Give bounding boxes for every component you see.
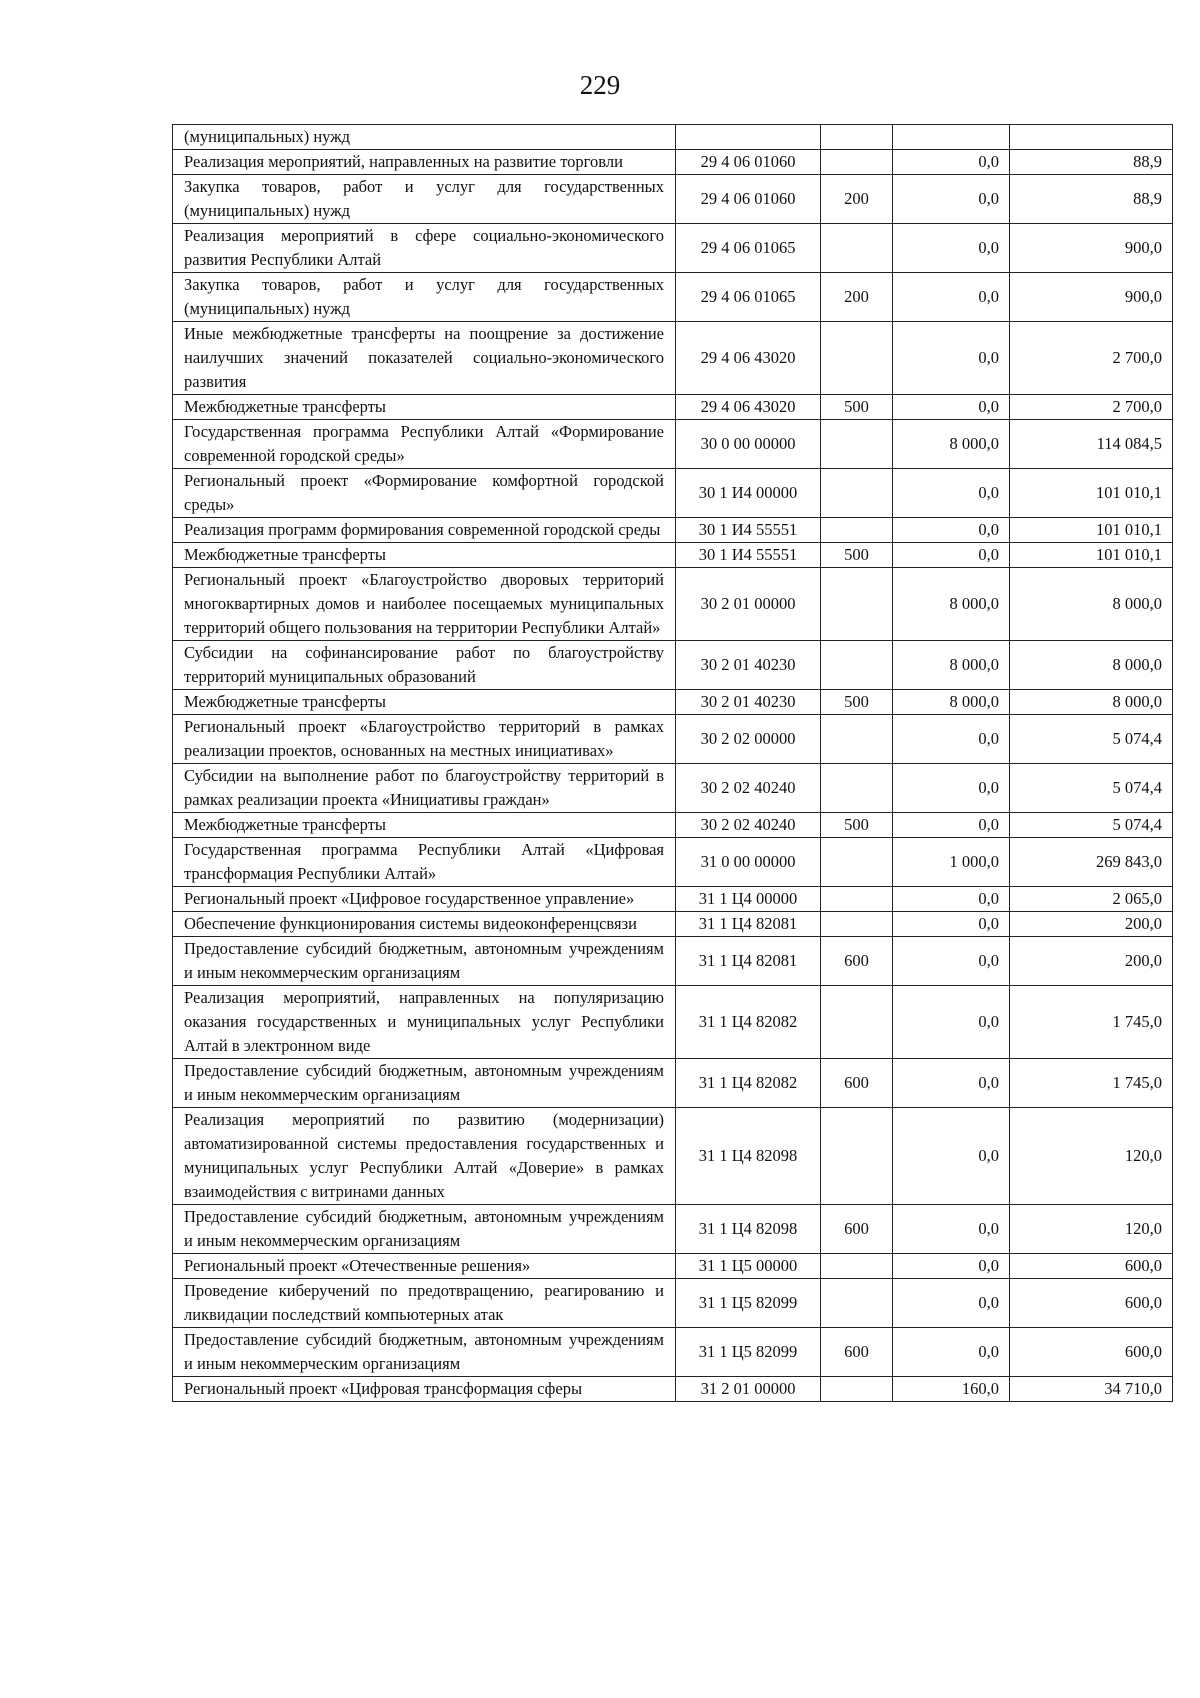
row-name-cell: Проведение киберучений по предотвращению, реагированию и ликвидации последствий компьютерных атак <box>173 1279 676 1328</box>
row-amount-2-cell: 600,0 <box>1010 1328 1173 1377</box>
row-amount-2-cell: 8 000,0 <box>1010 641 1173 690</box>
row-expense-type-cell <box>821 469 893 518</box>
row-name-cell: Региональный проект «Цифровая трансформация сферы <box>173 1377 676 1402</box>
row-amount-2-cell: 101 010,1 <box>1010 543 1173 568</box>
row-amount-2-cell: 8 000,0 <box>1010 568 1173 641</box>
row-expense-type-cell <box>821 568 893 641</box>
row-amount-2-cell: 5 074,4 <box>1010 764 1173 813</box>
row-code-cell: 30 2 02 40240 <box>676 764 821 813</box>
row-code-cell: 30 1 И4 00000 <box>676 469 821 518</box>
row-amount-1-cell: 0,0 <box>893 764 1010 813</box>
table-row <box>173 1108 1173 1205</box>
row-amount-1-cell: 0,0 <box>893 1205 1010 1254</box>
row-code-cell: 30 1 И4 55551 <box>676 543 821 568</box>
row-amount-1-cell: 0,0 <box>893 1108 1010 1205</box>
row-expense-type-cell: 600 <box>821 1328 893 1377</box>
row-expense-type-cell <box>821 764 893 813</box>
row-code-cell: 30 2 02 40240 <box>676 813 821 838</box>
row-code-cell: 30 1 И4 55551 <box>676 518 821 543</box>
row-amount-1-cell: 0,0 <box>893 887 1010 912</box>
row-amount-1-cell: 0,0 <box>893 1279 1010 1328</box>
row-name-cell: Межбюджетные трансферты <box>173 690 676 715</box>
table-row <box>173 887 1173 912</box>
table-row <box>173 813 1173 838</box>
row-amount-2-cell: 101 010,1 <box>1010 518 1173 543</box>
row-name-cell: Реализация мероприятий, направленных на популяризацию оказания государственных и муниципальных услуг Республики Алтай в электронном виде <box>173 986 676 1059</box>
table-row <box>173 518 1173 543</box>
row-amount-1-cell: 160,0 <box>893 1377 1010 1402</box>
table-row <box>173 125 1173 150</box>
row-amount-1-cell: 0,0 <box>893 715 1010 764</box>
row-amount-2-cell: 88,9 <box>1010 175 1173 224</box>
row-amount-1-cell: 0,0 <box>893 937 1010 986</box>
row-amount-2-cell: 2 700,0 <box>1010 322 1173 395</box>
row-amount-2-cell: 1 745,0 <box>1010 1059 1173 1108</box>
row-name-cell: Реализация программ формирования современной городской среды <box>173 518 676 543</box>
row-name-cell: Региональный проект «Благоустройство территорий в рамках реализации проектов, основанных на местных инициативах» <box>173 715 676 764</box>
row-code-cell: 30 0 00 00000 <box>676 420 821 469</box>
table-row <box>173 1059 1173 1108</box>
row-expense-type-cell: 500 <box>821 543 893 568</box>
row-code-cell: 29 4 06 01065 <box>676 224 821 273</box>
row-code-cell: 31 1 Ц5 82099 <box>676 1279 821 1328</box>
row-code-cell: 31 1 Ц4 82082 <box>676 986 821 1059</box>
row-expense-type-cell <box>821 150 893 175</box>
row-amount-1-cell: 0,0 <box>893 175 1010 224</box>
row-amount-1-cell: 0,0 <box>893 273 1010 322</box>
row-name-cell: Государственная программа Республики Алтай «Формирование современной городской среды» <box>173 420 676 469</box>
row-amount-2-cell: 88,9 <box>1010 150 1173 175</box>
row-expense-type-cell <box>821 322 893 395</box>
row-amount-1-cell: 0,0 <box>893 1059 1010 1108</box>
row-name-cell: Закупка товаров, работ и услуг для государственных (муниципальных) нужд <box>173 175 676 224</box>
row-expense-type-cell <box>821 224 893 273</box>
row-code-cell: 30 2 01 40230 <box>676 641 821 690</box>
row-expense-type-cell <box>821 420 893 469</box>
row-code-cell <box>676 125 821 150</box>
table-row <box>173 568 1173 641</box>
row-code-cell: 29 4 06 01065 <box>676 273 821 322</box>
row-amount-1-cell: 0,0 <box>893 518 1010 543</box>
row-amount-1-cell: 1 000,0 <box>893 838 1010 887</box>
row-code-cell: 30 2 01 40230 <box>676 690 821 715</box>
row-amount-1-cell: 0,0 <box>893 469 1010 518</box>
row-code-cell: 31 0 00 00000 <box>676 838 821 887</box>
table-row <box>173 420 1173 469</box>
budget-table <box>172 124 1173 1402</box>
row-amount-2-cell: 8 000,0 <box>1010 690 1173 715</box>
row-amount-2-cell: 2 700,0 <box>1010 395 1173 420</box>
row-amount-1-cell: 0,0 <box>893 813 1010 838</box>
table-row <box>173 1328 1173 1377</box>
row-amount-2-cell: 120,0 <box>1010 1205 1173 1254</box>
row-code-cell: 31 1 Ц5 00000 <box>676 1254 821 1279</box>
row-amount-2-cell <box>1010 125 1173 150</box>
table-row <box>173 273 1173 322</box>
row-expense-type-cell: 500 <box>821 813 893 838</box>
row-amount-2-cell: 269 843,0 <box>1010 838 1173 887</box>
row-name-cell: Обеспечение функционирования системы видеоконференцсвязи <box>173 912 676 937</box>
row-amount-1-cell: 8 000,0 <box>893 690 1010 715</box>
row-amount-1-cell <box>893 125 1010 150</box>
row-expense-type-cell <box>821 518 893 543</box>
row-expense-type-cell <box>821 125 893 150</box>
row-amount-2-cell: 200,0 <box>1010 937 1173 986</box>
row-amount-2-cell: 101 010,1 <box>1010 469 1173 518</box>
row-amount-1-cell: 0,0 <box>893 224 1010 273</box>
row-amount-2-cell: 600,0 <box>1010 1279 1173 1328</box>
row-expense-type-cell: 200 <box>821 175 893 224</box>
row-code-cell: 31 1 Ц4 82098 <box>676 1108 821 1205</box>
row-name-cell: Реализация мероприятий в сфере социально-экономического развития Республики Алтай <box>173 224 676 273</box>
row-amount-1-cell: 8 000,0 <box>893 420 1010 469</box>
row-amount-1-cell: 0,0 <box>893 395 1010 420</box>
table-row <box>173 937 1173 986</box>
row-amount-1-cell: 8 000,0 <box>893 568 1010 641</box>
row-expense-type-cell: 500 <box>821 690 893 715</box>
row-amount-2-cell: 5 074,4 <box>1010 813 1173 838</box>
row-amount-2-cell: 34 710,0 <box>1010 1377 1173 1402</box>
row-amount-1-cell: 0,0 <box>893 986 1010 1059</box>
row-name-cell: Межбюджетные трансферты <box>173 395 676 420</box>
row-amount-2-cell: 900,0 <box>1010 273 1173 322</box>
row-code-cell: 31 1 Ц4 82098 <box>676 1205 821 1254</box>
table-row <box>173 1377 1173 1402</box>
row-code-cell: 31 2 01 00000 <box>676 1377 821 1402</box>
row-amount-2-cell: 5 074,4 <box>1010 715 1173 764</box>
row-expense-type-cell <box>821 641 893 690</box>
row-code-cell: 30 2 01 00000 <box>676 568 821 641</box>
table-row <box>173 1279 1173 1328</box>
table-row <box>173 1254 1173 1279</box>
row-name-cell: Региональный проект «Формирование комфортной городской среды» <box>173 469 676 518</box>
page-number: 229 <box>579 70 621 100</box>
row-name-cell: (муниципальных) нужд <box>173 125 676 150</box>
table-row <box>173 986 1173 1059</box>
table-row <box>173 715 1173 764</box>
row-amount-2-cell: 200,0 <box>1010 912 1173 937</box>
table-row <box>173 641 1173 690</box>
row-name-cell: Иные межбюджетные трансферты на поощрение за достижение наилучших значений показателей социально-экономического развития <box>173 322 676 395</box>
table-row <box>173 150 1173 175</box>
table-row <box>173 322 1173 395</box>
row-name-cell: Закупка товаров, работ и услуг для государственных (муниципальных) нужд <box>173 273 676 322</box>
row-amount-1-cell: 0,0 <box>893 543 1010 568</box>
row-expense-type-cell <box>821 838 893 887</box>
row-expense-type-cell: 500 <box>821 395 893 420</box>
table-row <box>173 690 1173 715</box>
row-name-cell: Субсидии на софинансирование работ по благоустройству территорий муниципальных образований <box>173 641 676 690</box>
row-expense-type-cell: 600 <box>821 937 893 986</box>
row-expense-type-cell <box>821 912 893 937</box>
row-expense-type-cell <box>821 1377 893 1402</box>
row-amount-1-cell: 0,0 <box>893 1328 1010 1377</box>
table-row <box>173 838 1173 887</box>
row-code-cell: 30 2 02 00000 <box>676 715 821 764</box>
row-amount-1-cell: 8 000,0 <box>893 641 1010 690</box>
row-expense-type-cell <box>821 1108 893 1205</box>
row-code-cell: 31 1 Ц5 82099 <box>676 1328 821 1377</box>
row-amount-1-cell: 0,0 <box>893 1254 1010 1279</box>
row-code-cell: 31 1 Ц4 82081 <box>676 937 821 986</box>
row-expense-type-cell: 200 <box>821 273 893 322</box>
row-amount-2-cell: 2 065,0 <box>1010 887 1173 912</box>
row-expense-type-cell <box>821 1279 893 1328</box>
table-row <box>173 224 1173 273</box>
row-name-cell: Региональный проект «Цифровое государственное управление» <box>173 887 676 912</box>
table-row <box>173 764 1173 813</box>
table-row <box>173 912 1173 937</box>
table-row <box>173 175 1173 224</box>
row-name-cell: Реализация мероприятий, направленных на развитие торговли <box>173 150 676 175</box>
row-code-cell: 29 4 06 43020 <box>676 395 821 420</box>
row-amount-2-cell: 114 084,5 <box>1010 420 1173 469</box>
row-expense-type-cell: 600 <box>821 1059 893 1108</box>
row-code-cell: 29 4 06 01060 <box>676 150 821 175</box>
table-body <box>173 125 1173 1402</box>
row-expense-type-cell <box>821 887 893 912</box>
row-name-cell: Государственная программа Республики Алтай «Цифровая трансформация Республики Алтай» <box>173 838 676 887</box>
row-name-cell: Региональный проект «Благоустройство дворовых территорий многоквартирных домов и наиболее посещаемых муниципальных территорий общего пользования на территории Республики Алтай» <box>173 568 676 641</box>
row-expense-type-cell <box>821 986 893 1059</box>
row-code-cell: 31 1 Ц4 82082 <box>676 1059 821 1108</box>
row-name-cell: Межбюджетные трансферты <box>173 813 676 838</box>
row-name-cell: Межбюджетные трансферты <box>173 543 676 568</box>
row-code-cell: 29 4 06 43020 <box>676 322 821 395</box>
row-name-cell: Предоставление субсидий бюджетным, автономным учреждениям и иным некоммерческим организациям <box>173 1205 676 1254</box>
row-amount-1-cell: 0,0 <box>893 912 1010 937</box>
row-name-cell: Реализация мероприятий по развитию (модернизации) автоматизированной системы предоставления государственных и муниципальных услуг Республики Алтай «Доверие» в рамках взаимодействия с витринами данных <box>173 1108 676 1205</box>
row-amount-1-cell: 0,0 <box>893 322 1010 395</box>
row-expense-type-cell <box>821 1254 893 1279</box>
row-name-cell: Субсидии на выполнение работ по благоустройству территорий в рамках реализации проекта «Инициативы граждан» <box>173 764 676 813</box>
table-row <box>173 395 1173 420</box>
table-row <box>173 1205 1173 1254</box>
row-expense-type-cell: 600 <box>821 1205 893 1254</box>
row-name-cell: Предоставление субсидий бюджетным, автономным учреждениям и иным некоммерческим организациям <box>173 937 676 986</box>
row-name-cell: Региональный проект «Отечественные решения» <box>173 1254 676 1279</box>
row-amount-2-cell: 600,0 <box>1010 1254 1173 1279</box>
table-row <box>173 543 1173 568</box>
table-row <box>173 469 1173 518</box>
row-expense-type-cell <box>821 715 893 764</box>
row-amount-2-cell: 1 745,0 <box>1010 986 1173 1059</box>
row-code-cell: 31 1 Ц4 00000 <box>676 887 821 912</box>
row-name-cell: Предоставление субсидий бюджетным, автономным учреждениям и иным некоммерческим организациям <box>173 1328 676 1377</box>
row-amount-2-cell: 120,0 <box>1010 1108 1173 1205</box>
row-amount-2-cell: 900,0 <box>1010 224 1173 273</box>
row-name-cell: Предоставление субсидий бюджетным, автономным учреждениям и иным некоммерческим организациям <box>173 1059 676 1108</box>
row-code-cell: 31 1 Ц4 82081 <box>676 912 821 937</box>
row-amount-1-cell: 0,0 <box>893 150 1010 175</box>
row-code-cell: 29 4 06 01060 <box>676 175 821 224</box>
